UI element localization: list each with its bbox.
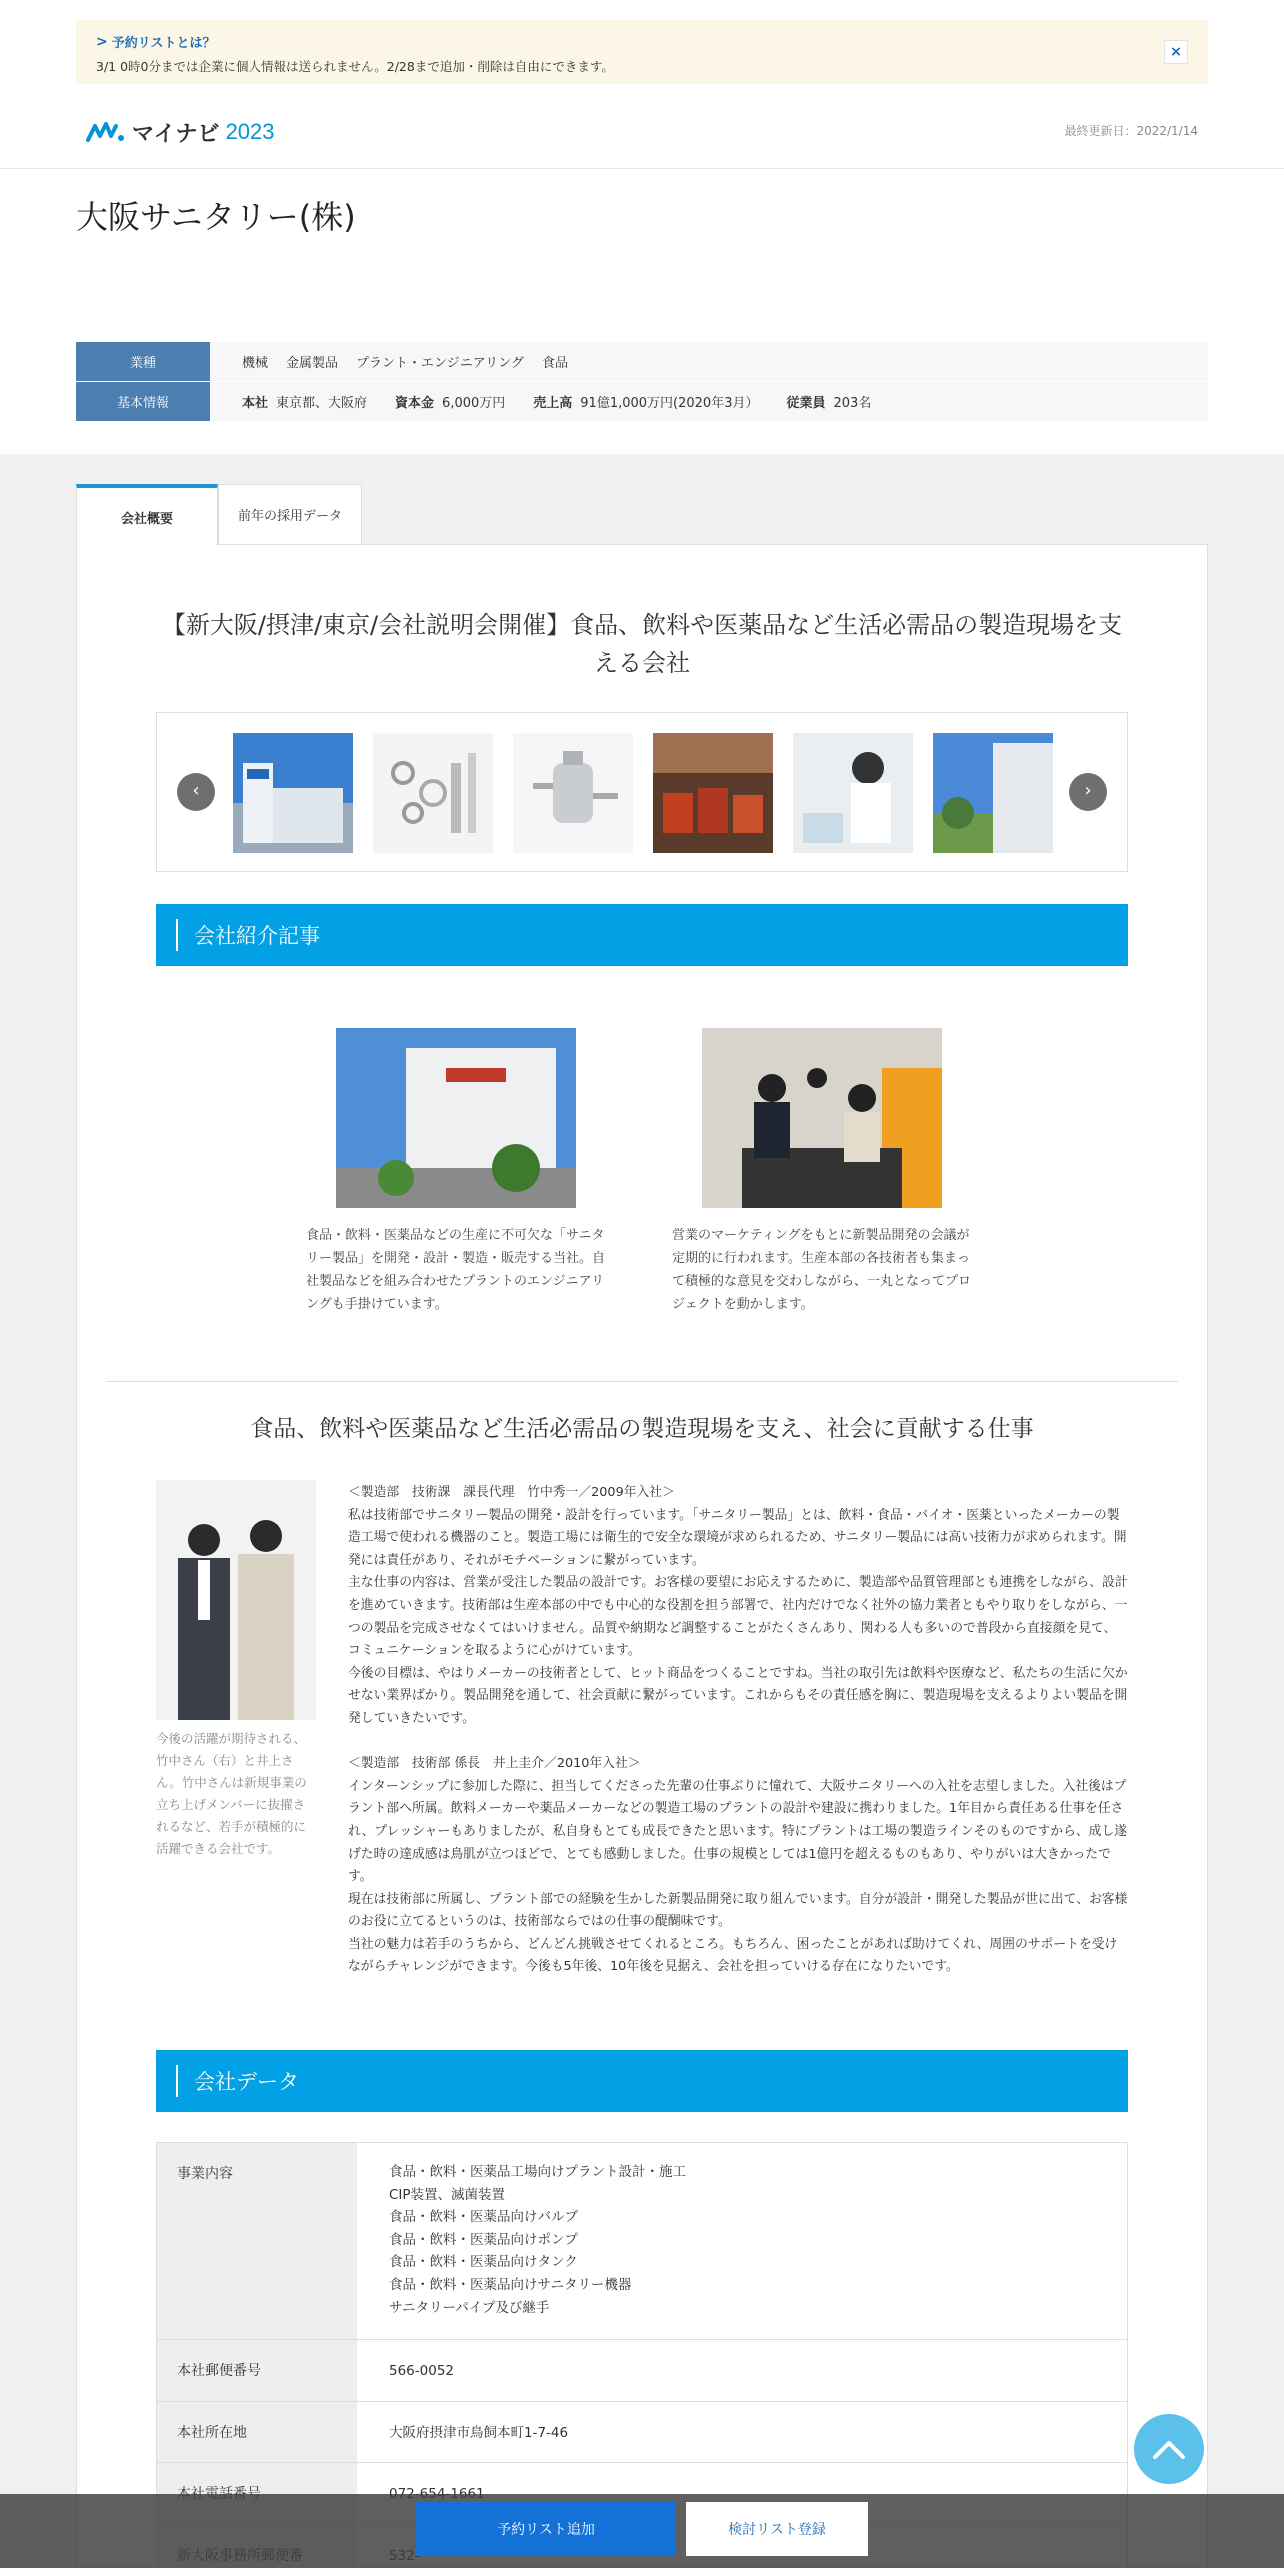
- company-info-table: [76, 342, 1208, 422]
- logo-year: 2023: [225, 119, 275, 144]
- logo-brand: マイナビ: [132, 120, 220, 146]
- slider-prev-button[interactable]: ‹: [177, 773, 215, 811]
- notice-title[interactable]: 予約リストとは？: [111, 36, 216, 51]
- sales-key: 売上高: [533, 396, 573, 411]
- table-key: 事業内容: [157, 2143, 357, 2339]
- industry-item: 金属製品: [286, 356, 339, 371]
- industry-item: 食品: [541, 356, 568, 371]
- sales-value: 91億1,000万円(2020年3月）: [580, 396, 759, 411]
- article-text: 食品・飲料・医薬品などの生産に不可欠な「サニタリー製品」を開発・設計・製造・販売する当社。自社製品などを組み合わせたプラントのエンジニアリングも手掛けています。: [306, 1228, 606, 1312]
- mynavi-logo[interactable]: [86, 116, 275, 148]
- capital-key: 資本金: [395, 396, 435, 411]
- industry-item: プラント・エンジニアリング: [356, 356, 524, 371]
- section-header-data: [156, 2050, 1128, 2112]
- photo-slider: [156, 712, 1128, 872]
- photo-caption: 今後の活躍が期待される、竹中さん（右）と井上さん。竹中さんは新規事業の立ち上げメンバーに抜擢されるなど、若手が積極的に活躍できる会社です。: [156, 1731, 307, 1856]
- intro-article: [672, 1028, 972, 1316]
- article-photo-factory: [336, 1028, 576, 1208]
- employee-photo: [156, 1480, 316, 1720]
- interview-text: ＜製造部 技術課 課長代理 竹中秀一／2009年入社＞ 私は技術部でサニタリー製品の開発・設計を行っています。「サニタリー製品」とは、飲料・食品・バイオ・医薬といったメーカーの製造工場で使われる機器のこと。製造工場には衛生的で安全な環境が求められるため、サニタリー製品には高い技術力が求められます。開発には責任があり、それがモチベーションに繋がっています。 主な仕事の内容は、営業が受注した製品の設計です。お客様の要望にお応えするために、製造部や品質管理部とも連携をしながら、設計を進めていきます。技術部は生産本部の中でも中心的な役割を担う部署で、社内だけでなく社外の協力業者ともやり取りをしながら、一つの製品を完成させなくてはいけません。品質や納期など調整することがたくさんあり、関わる人も多いので普段から直接顔を見て、コミュニケーションを取るように心がけています。 今後の目標は、やはりメーカーの技術者として、ヒット商品をつくることですね。当社の取引先は飲料や医療など、私たちの生活に欠かせない業界ばかり。製品開発を通して、社会貢献に繋がっています。これからもその責任感を胸に、製造現場を支えるよりよい製品を開発していきたいです。 ＜製造部 技術部 係長 井上圭介／2010年入社＞ インターンシップに参加した際に、担当してくださった先輩の仕事ぶりに憧れて、大阪サニタリーへの入社を志望しました。入社後はプラント部へ所属。飲料メーカーや薬品メーカーなどの製造工場のプラントの設計や建設に携わりました。1年目から責任ある仕事を任され、プレッシャーもありましたが、私自身もとても成長できたと思います。特にプラントは工場の製造ラインそのものですから、成し遂げた時の達成感は鳥肌が立つほどで、とても感動しました。仕事の規模としては1億円を超えるものもあり、やりがいは大きかったです。 現在は技術部に所属し、プラント部での経験を生かした新製品開発に取り組んでいます。自分が設計・開発した製品が世に出て、お客様のお役に立てるというのは、技術部ならではの仕事の醍醐味です。 当社の魅力は若手のうちから、どんどん挑戦させてくれるところ。もちろん、困ったことがあれば助けてくれ、周囲のサポートを受けながらチャレンジができます。今後も5年後、10年後を見据え、会社を担っていける存在になりたいです。: [348, 1485, 1128, 1975]
- section-title: 会社紹介記事: [194, 924, 320, 948]
- table-key: 本社所在地: [157, 2402, 357, 2463]
- table-value: 566-0052: [389, 2363, 454, 2379]
- tab-company-overview[interactable]: 会社概要: [76, 484, 218, 546]
- header-divider: [0, 168, 1284, 169]
- basic-info-label: 基本情報: [76, 382, 210, 422]
- article-text: 営業のマーケティングをもとに新製品開発の会議が定期的に行われます。生産本部の各技術者も集まって積極的な意見を交わしながら、一丸となってプロジェクトを動かします。: [672, 1228, 972, 1312]
- hq-key: 本社: [242, 396, 269, 411]
- slide-photo-exterior[interactable]: [933, 733, 1053, 853]
- industry-item: 機械: [242, 356, 269, 371]
- section-title: 会社データ: [194, 2070, 299, 2094]
- industry-values: [210, 342, 1208, 382]
- capital-value: 6,000万円: [442, 396, 506, 411]
- notice-text: 3/1 0時0分までは企業に個人情報は送られません。2/28まで追加・削除は自由にできます。: [96, 59, 614, 74]
- scroll-to-top-button[interactable]: [1134, 2414, 1204, 2484]
- page-title: 大阪サニタリー(株): [76, 198, 356, 236]
- last-updated: 最終更新日：2022/1/14: [1064, 124, 1198, 138]
- industry-row: [76, 342, 1208, 382]
- section-bar: [176, 919, 178, 951]
- section-header-intro: [156, 904, 1128, 966]
- mynavi-mark-icon: [86, 120, 126, 144]
- add-consideration-list-button[interactable]: 検討リスト登録: [686, 2502, 868, 2556]
- slide-photo-fittings[interactable]: [373, 733, 493, 853]
- hq-value: 東京都、大阪府: [276, 396, 368, 411]
- slide-photo-building[interactable]: [233, 733, 353, 853]
- basic-info-row: [76, 382, 1208, 422]
- section-bar: [176, 2065, 178, 2097]
- table-value: 大阪府摂津市鳥飼本町1-7-46: [389, 2424, 569, 2441]
- table-row: [157, 2143, 1127, 2340]
- intro-article: [306, 1028, 606, 1316]
- slide-photo-drinks[interactable]: [653, 733, 773, 853]
- article-photo-meeting: [702, 1028, 942, 1208]
- reservation-notice: [76, 20, 1208, 84]
- table-value: 食品・飲料・医薬品工場向けプラント設計・施工 CIP装置、滅菌装置 食品・飲料・医薬品向けバルブ 食品・飲料・医薬品向けポンプ 食品・飲料・医薬品向けタンク 食品・飲料・医薬品向けサニタリー機器 サニタリーパイプ及び継手: [389, 2164, 686, 2316]
- lead-headline: 【新大阪/摂津/東京/会社説明会開催】食品、飲料や医薬品など生活必需品の製造現場を支える会社: [161, 611, 1123, 677]
- chevron-right-icon: >: [96, 33, 108, 50]
- employees-key: 従業員: [786, 396, 826, 411]
- slide-photo-tank[interactable]: [513, 733, 633, 853]
- tab-previous-hiring-data[interactable]: 前年の採用データ: [218, 484, 362, 544]
- employees-value: 203名: [833, 396, 872, 411]
- table-row: [157, 2340, 1127, 2402]
- section-divider: [106, 1381, 1178, 1382]
- close-icon[interactable]: ×: [1164, 40, 1188, 64]
- work-title: 食品、飲料や医薬品など生活必需品の製造現場を支え、社会に貢献する仕事: [250, 1416, 1034, 1442]
- industry-label: 業種: [76, 342, 210, 382]
- slide-photo-lab[interactable]: [793, 733, 913, 853]
- notice-title-link[interactable]: [96, 32, 1188, 51]
- table-row: [157, 2402, 1127, 2464]
- chevron-up-icon: [1152, 2438, 1186, 2460]
- slider-next-button[interactable]: ›: [1069, 773, 1107, 811]
- add-reservation-list-button[interactable]: 予約リスト追加: [416, 2502, 676, 2556]
- basic-info-values: [210, 382, 1208, 422]
- table-key: 本社郵便番号: [157, 2340, 357, 2401]
